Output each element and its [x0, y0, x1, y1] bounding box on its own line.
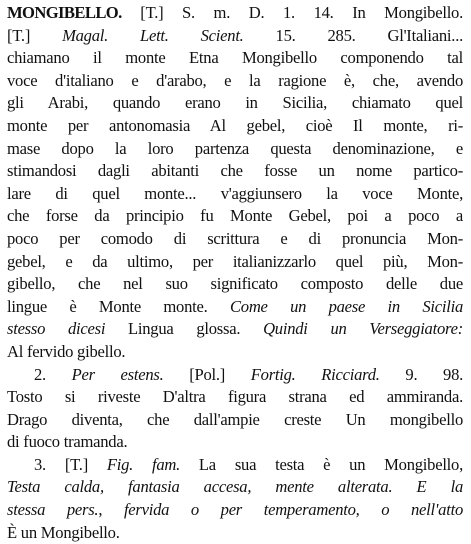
sense3-line3-italic: stessa pers.: [7, 500, 99, 520]
quote1-line: gibello, che nel suo significato composto delle due: [7, 274, 463, 294]
quote1-line13-italic: stesso dicesi: [7, 319, 106, 339]
quote1-line: monte per antonomasia Al gebel, cioè Il monte, ri-: [7, 115, 463, 135]
quote1-line: stimandosi dagli abitanti che fosse un nome partico-: [7, 161, 463, 181]
quote1-line: lare di quel monte... v'aggiunsero la voce Monte,: [7, 183, 463, 203]
quote1-line: mase dopo la loro partenza questa denominazione, e: [7, 138, 463, 158]
sense3-text: La sua testa è un Mongibello,: [198, 454, 463, 474]
sense3-tag: [T.]: [64, 454, 88, 474]
quote1-line: poco per comodo di scrittura e di pronuncia Mon-: [7, 228, 463, 248]
sense3-number: 3.: [34, 454, 46, 474]
sense2-line: di fuoco tramanda.: [7, 432, 128, 452]
quote1-line-mixed: [7, 296, 463, 319]
quote1-source-line: [7, 25, 463, 48]
quote1-line-mixed: [7, 318, 463, 341]
sense2-heading: [7, 364, 463, 387]
sense3-line3-plain: ,: [98, 500, 124, 520]
sense2-number: 2.: [34, 364, 46, 384]
quote1-line13-plain: Lingua glossa.: [105, 319, 264, 339]
sense3-line: [7, 499, 463, 522]
sense3-line3-italic-2: fervida o per temperamento, o nell'atto: [123, 500, 463, 520]
entry-headline: [7, 2, 463, 25]
quote1-ref: 15. 285. Gl'Italiani...: [275, 25, 463, 45]
headline-rest: [T.] S. m. D. 1. 14. In Mongibello.: [121, 3, 463, 22]
quote1-source: Magal. Lett. Scient.: [62, 25, 244, 45]
sense3-line2: Testa calda, fantasia accesa, mente alterata. E la: [7, 477, 463, 497]
quote1-line-final: Al fervido gibello.: [7, 341, 126, 361]
sense2-label: Per estens.: [71, 364, 164, 384]
headword: MONGIBELLO.: [7, 3, 122, 22]
quote1-line: gebel, e da ultimo, per italianizzarlo quel più, Mon-: [7, 251, 463, 271]
sense2-line: Tosto si riveste D'altra figura strana ed ammiranda.: [7, 387, 463, 407]
quote1-line: chiamano il monte Etna Mongibello componendo tal: [7, 48, 463, 68]
quote1-line: voce d'italiano e d'arabo, e la ragione è, che, avendo: [7, 70, 463, 90]
quote1-line: gli Arabi, quando erano in Sicilia, chiamato quel: [7, 93, 463, 113]
sense3-line-final: È un Mongibello.: [7, 522, 120, 542]
sense3-heading: [7, 454, 463, 477]
sense2-line: Drago diventa, che dall'ampie creste Un mongibello: [7, 409, 463, 429]
sense3-label: Fig. fam.: [106, 454, 181, 474]
sense2-tag: [Pol.]: [189, 364, 226, 384]
quote1-line13-italic-2: Quindi un Verseggiatore:: [263, 319, 463, 339]
quote1-line12-italic: Come un paese in Sicilia: [229, 296, 463, 316]
sense2-ref: 9. 98.: [405, 364, 463, 384]
sense2-source: Fortig. Ricciard.: [250, 364, 380, 384]
quote1-tag: [T.]: [7, 25, 31, 45]
sense3-line: [7, 476, 463, 499]
quote1-line12-plain: lingue è Monte monte.: [7, 296, 230, 316]
quote1-line: che forse da principio fu Monte Gebel, poi a poco a: [7, 206, 463, 226]
